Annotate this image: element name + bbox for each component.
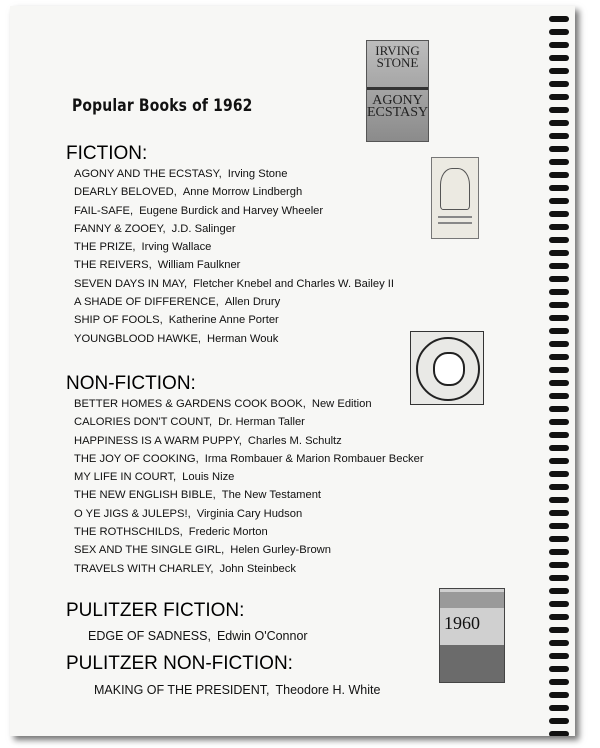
spiral-coil (549, 133, 569, 139)
cover-text-line (438, 222, 472, 224)
spiral-coil (549, 211, 569, 217)
book-entry (74, 486, 424, 504)
cover-title-text: AGONY ECSTASY (367, 93, 429, 120)
spiral-coil (549, 705, 569, 711)
book-author: William Faulkner (157, 259, 241, 272)
book-title: CALORIES DON'T COUNT, (74, 416, 213, 429)
book-entry (74, 560, 424, 578)
spiral-coil (549, 55, 569, 61)
spiral-coil (549, 198, 569, 204)
fiction-list (74, 165, 394, 348)
spiral-coil (549, 666, 569, 672)
spiral-coil (549, 692, 569, 698)
book-entry (74, 202, 394, 220)
snoopy-illustration (433, 352, 465, 386)
book-entry (74, 505, 424, 523)
spiral-coil (549, 263, 569, 269)
book-author: Irving Wallace (141, 241, 212, 254)
book-title: THE JOY OF COOKING, (74, 452, 199, 465)
spiral-coil (549, 679, 569, 685)
book-title: O YE JIGS & JULEPS!, (74, 507, 191, 520)
book-title: MAKING OF THE PRESIDENT, (94, 683, 270, 697)
spiral-coil (549, 627, 569, 633)
spiral-coil (549, 471, 569, 477)
book-entry (74, 220, 394, 238)
book-author: Virginia Cary Hudson (196, 507, 303, 520)
book-entry (74, 468, 424, 486)
book-title: YOUNGBLOOD HAWKE, (74, 332, 202, 345)
spiral-coil (549, 94, 569, 100)
nonfiction-list (74, 395, 424, 578)
spiral-coil (549, 445, 569, 451)
book-entry (74, 395, 424, 413)
book-author: The New Testament (221, 489, 322, 502)
book-author: Theodore H. White (275, 683, 381, 697)
book-author: New Edition (311, 398, 372, 410)
book-entry (74, 413, 424, 431)
book-entry (74, 275, 394, 293)
book-title: A SHADE OF DIFFERENCE, (74, 296, 219, 309)
spiral-coil (549, 159, 569, 165)
book-author: Fletcher Knebel and Charles W. Bailey II (193, 277, 395, 290)
spiral-coil (549, 81, 569, 87)
pulitzer-fiction-entry (88, 629, 308, 643)
book-author: Louis Nize (182, 471, 235, 484)
book-author: Katherine Anne Porter (168, 314, 279, 327)
cover-text-line (438, 216, 472, 218)
book-author: Irma Rombauer & Marion Rombauer Becker (204, 452, 424, 465)
spiral-coil (549, 406, 569, 412)
book-author: Helen Gurley-Brown (230, 544, 331, 557)
book-entry (74, 330, 394, 348)
spiral-coil (549, 276, 569, 282)
cover-author-text: IRVING STONE (375, 43, 420, 70)
spiral-coil (549, 185, 569, 191)
cover-illustration (440, 168, 470, 210)
book-entry (74, 450, 424, 468)
book-title: HAPPINESS IS A WARM PUPPY, (74, 434, 242, 447)
nonfiction-heading: NON-FICTION: (66, 373, 196, 394)
cover-making-of-the-president (439, 588, 505, 683)
spiral-coil (549, 575, 569, 581)
book-author: Irving Stone (227, 168, 288, 180)
spiral-coil (549, 68, 569, 74)
spiral-coil (549, 653, 569, 659)
book-author: Herman Wouk (207, 332, 279, 345)
spiral-coil (549, 354, 569, 360)
book-entry (74, 256, 394, 274)
book-entry (74, 523, 424, 541)
book-title: THE NEW ENGLISH BIBLE, (74, 489, 216, 502)
book-title: THE PRIZE, (74, 241, 136, 254)
book-title: AGONY AND THE ECSTASY, (74, 168, 222, 180)
book-title: FANNY & ZOOEY, (74, 222, 166, 235)
spiral-coil (549, 315, 569, 321)
cover-happiness-is-a-warm-puppy (410, 331, 484, 405)
book-author: J.D. Salinger (171, 222, 236, 235)
book-title: DEARLY BELOVED, (74, 186, 177, 199)
spiral-coil (549, 380, 569, 386)
pulitzer-nonfiction-heading: PULITZER NON-FICTION: (66, 653, 293, 674)
spiral-coil (549, 484, 569, 490)
spiral-coil (549, 146, 569, 152)
book-author: Edwin O'Connor (216, 629, 308, 643)
cover-o-ye-jigs-and-juleps (431, 157, 479, 239)
spiral-coil (549, 510, 569, 516)
book-entry (74, 541, 424, 559)
spiral-binding (547, 10, 573, 736)
spiral-coil (549, 458, 569, 464)
spiral-coil (549, 614, 569, 620)
book-author: Eugene Burdick and Harvey Wheeler (139, 204, 324, 217)
book-page (10, 6, 575, 736)
spiral-coil (549, 432, 569, 438)
spiral-coil (549, 497, 569, 503)
spiral-coil (549, 172, 569, 178)
book-title: SEVEN DAYS IN MAY, (74, 277, 188, 290)
book-entry (74, 238, 394, 256)
spiral-coil (549, 731, 569, 736)
spiral-coil (549, 224, 569, 230)
book-author: Charles M. Schultz (247, 434, 342, 447)
spiral-coil (549, 367, 569, 373)
book-title: TRAVELS WITH CHARLEY, (74, 562, 214, 575)
spiral-coil (549, 640, 569, 646)
book-author: Allen Drury (224, 296, 281, 309)
cover-header-band (440, 592, 504, 608)
book-title: MY LIFE IN COURT, (74, 471, 177, 484)
book-title: EDGE OF SADNESS, (88, 629, 211, 643)
book-author: Anne Morrow Lindbergh (182, 186, 303, 199)
book-entry (74, 293, 394, 311)
book-author: Frederic Morton (188, 526, 268, 539)
book-title: THE REIVERS, (74, 259, 152, 272)
spiral-coil (549, 16, 569, 22)
book-title: SEX AND THE SINGLE GIRL, (74, 544, 225, 557)
spiral-coil (549, 250, 569, 256)
spiral-coil (549, 29, 569, 35)
cover-year-text: 1960 (444, 613, 480, 633)
book-entry (74, 165, 394, 183)
spiral-coil (549, 393, 569, 399)
spiral-coil (549, 341, 569, 347)
fiction-heading: FICTION: (66, 143, 148, 164)
book-entry (74, 311, 394, 329)
book-author: Dr. Herman Taller (218, 416, 305, 429)
spiral-coil (549, 549, 569, 555)
spiral-coil (549, 718, 569, 724)
spiral-coil (549, 536, 569, 542)
spiral-coil (549, 562, 569, 568)
spiral-coil (549, 419, 569, 425)
spiral-coil (549, 588, 569, 594)
book-entry (74, 432, 424, 450)
page-title: Popular Books of 1962 (72, 96, 253, 116)
book-entry (74, 183, 394, 201)
pulitzer-fiction-heading: PULITZER FICTION: (66, 600, 245, 621)
book-title: THE ROTHSCHILDS, (74, 526, 183, 539)
spiral-coil (549, 120, 569, 126)
pulitzer-nonfiction-entry (94, 683, 380, 697)
book-title: FAIL-SAFE, (74, 204, 134, 217)
book-title: BETTER HOMES & GARDENS COOK BOOK, (74, 398, 306, 410)
spiral-coil (549, 302, 569, 308)
spiral-coil (549, 42, 569, 48)
cover-divider (367, 87, 428, 90)
spiral-coil (549, 237, 569, 243)
spiral-coil (549, 289, 569, 295)
spiral-coil (549, 328, 569, 334)
book-author: John Steinbeck (219, 562, 296, 575)
spiral-coil (549, 523, 569, 529)
spiral-coil (549, 107, 569, 113)
book-title: SHIP OF FOOLS, (74, 314, 163, 327)
spiral-coil (549, 601, 569, 607)
cover-agony-and-the-ecstasy (366, 40, 429, 142)
